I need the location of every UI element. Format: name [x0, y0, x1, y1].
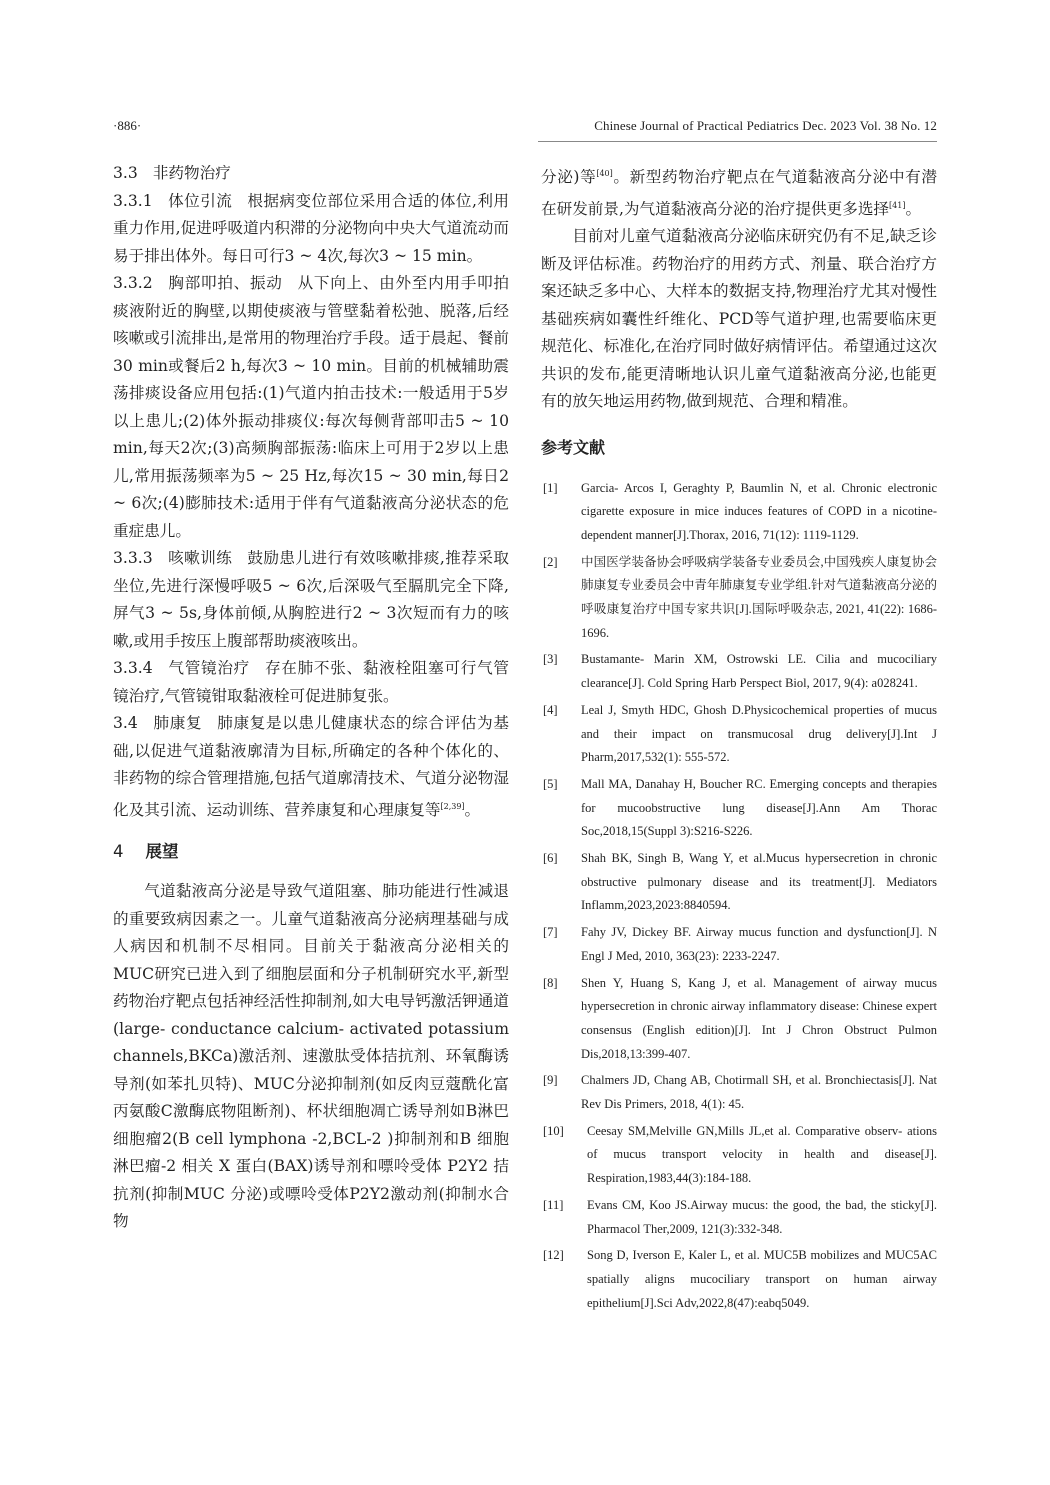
header-rule: [538, 141, 937, 142]
reference-text: Chalmers JD, Chang AB, Chotirmall SH, et al. Bronchiectasis[J]. Nat Rev Dis Primers, 2018, 4(1): 45.: [581, 1073, 937, 1112]
reference-item: [541, 699, 937, 770]
reference-text: Mall MA, Danahay H, Boucher RC. Emerging concepts and therapies for mucoobstructive lung disease[J].Ann Am Thorac Soc,2018,15(Suppl 3):S216-S226.: [581, 776, 937, 839]
conclusion-paragraph: 目前对儿童气道黏液高分泌临床研究仍有不足,缺乏诊断及评估标准。药物治疗的用药方式、剂量、联合治疗方案还缺乏多中心、大样本的数据支持,物理治疗尤其对慢性基础疾病如囊性纤维化、PCD等气道护理,也需要临床更规范化、标准化,在治疗同时做好病情评估。希望通过这次共识的发布,能更清晰地认识儿童气道黏液高分泌,也能更有的放矢地运用药物,做到规范、合理和精准。: [541, 227, 937, 410]
reference-item: [541, 477, 937, 548]
citation: [40]: [596, 169, 613, 178]
reference-number: [6]: [543, 851, 558, 866]
reference-text: Bustamante- Marin XM, Ostrowski LE. Cilia and mucociliary clearance[J]. Cold Spring Harb Perspect Biol, 2017, 9(4): a028241.: [581, 652, 937, 691]
reference-item: [541, 1120, 937, 1191]
reference-item: [541, 1194, 937, 1241]
reference-text: Evans CM, Koo JS.Airway mucus: the good, the bad, the sticky[J]. Pharmacol Ther,2009, 121(3):332-348.: [587, 1197, 937, 1236]
reference-number: [1]: [543, 480, 558, 495]
reference-text: Shen Y, Huang S, Kang J, et al. Management of airway mucus hypersecretion in chronic airway inflammatory disease: Chinese expert consensus (English edition)[J]. Int J Chron Obstruct Pulmon Dis,2018,13:399-407.: [581, 975, 937, 1061]
page-number: ·886·: [113, 118, 142, 133]
reference-number: [4]: [543, 702, 558, 717]
reference-number: [9]: [543, 1073, 558, 1088]
reference-text: Garcia- Arcos I, Geraghty P, Baumlin N, et al. Chronic electronic cigarette exposure in mice induces features of COPD in a nicotine- dependent manner[J].Thorax, 2016, 71(12): 1119-1129.: [581, 480, 937, 542]
reference-number: [2]: [543, 554, 558, 569]
citation: [2,39]: [440, 801, 465, 811]
section-3-3-heading: 3.3 非药物治疗: [113, 164, 231, 182]
section-3-3-4: 3.3.4 气管镜治疗 存在肺不张、黏液栓阻塞可行气管镜治疗,气管镜钳取黏液栓可促进肺复张。: [113, 659, 509, 705]
reference-number: [5]: [543, 776, 558, 791]
reference-item: [541, 1069, 937, 1116]
reference-item: [541, 773, 937, 844]
reference-number: [3]: [543, 652, 558, 667]
reference-item: [541, 972, 937, 1067]
reference-item: [541, 847, 937, 918]
reference-item: [541, 551, 937, 646]
section-3-3-3: 3.3.3 咳嗽训练 鼓励患儿进行有效咳嗽排痰,推荐采取坐位,先进行深慢呼吸5 ~ 6次,后深吸气至膈肌完全下降,屏气3 ~ 5s,身体前倾,从胸腔进行2 ~ 3次短而有力的咳嗽,或用手按压上腹部帮助痰液咳出。: [113, 549, 509, 650]
reference-text: Ceesay SM,Melville GN,Mills JL,et al. Comparative observ- ations of mucus transport velocity in health and disease[J]. Respiration,1983,44(3):184-188.: [587, 1123, 937, 1186]
reference-number: [10]: [543, 1123, 564, 1138]
reference-text: Song D, Iverson E, Kaler L, et al. MUC5B mobilizes and MUC5AC spatially aligns mucociliary transport on human airway epithelium[J].Sci Adv,2022,8(47):eabq5049.: [587, 1248, 937, 1310]
reference-item: [541, 648, 937, 695]
reference-list: [541, 477, 937, 1316]
section-4-heading: 4 展望: [113, 842, 179, 861]
section-3-3-2: 3.3.2 胸部叩拍、振动 从下向上、由外至内用手叩拍痰液附近的胸壁,以期使痰液与管壁黏着松弛、脱落,后经咳嗽或引流排出,是常用的物理治疗手段。适于晨起、餐前30 min或餐后2 h,每次3 ~ 10 min。目前的机械辅助震荡排痰设备应用包括:(1)气道内拍击技术:一般适用于5岁以上患儿;(2)体外振动排痰仪:每次每侧背部叩击5 ~ 10 min,每天2次;(3)高频胸部振荡:临床上可用于2岁以上患儿,常用振荡频率为5 ~ 25 Hz,每次15 ~ 30 min,每日2 ~ 6次;(4)膨肺技术:适用于伴有气道黏液高分泌状态的危重症患儿。: [113, 274, 509, 540]
section-3-3-1: 3.3.1 体位引流 根据病变位部位采用合适的体位,利用重力作用,促进呼吸道内积滞的分泌物向中央大气道流动而易于排出体外。每日可行3 ~ 4次,每次3 ~ 15 min。: [113, 191, 509, 265]
reference-number: [8]: [543, 975, 558, 990]
references-heading: 参考文献: [541, 437, 606, 457]
left-column: [113, 160, 509, 1236]
outlook-continued: 分泌)等[40]。新型药物治疗靶点在气道黏液高分泌中有潜在研发前景,为气道黏液高分泌的治疗提供更多选择[41]。: [541, 168, 937, 218]
right-column: [541, 160, 937, 1318]
reference-item: [541, 1244, 937, 1315]
reference-number: [7]: [543, 925, 558, 940]
outlook-paragraph: 气道黏液高分泌是导致气道阻塞、肺功能进行性减退的重要致病因素之一。儿童气道黏液高分泌病理基础与成人病因和机制不尽相同。目前关于黏液高分泌相关的MUC研究已进入到了细胞层面和分子机制研究水平,新型药物治疗靶点包括神经活性抑制剂,如大电导钙激活钾通道(large- conductance calcium- activated potassium channels,BKCa)激活剂、速激肽受体拮抗剂、环氧酶诱导剂(如苯扎贝特)、MUC分泌抑制剂(如反肉豆蔻酰化富丙氨酸C激酶底物阻断剂)、杯状细胞凋亡诱导剂如B淋巴细胞瘤2(B cell lymphona -2,BCL-2 )抑制剂和B 细胞淋巴瘤-2 相关 X 蛋白(BAX)诱导剂和嘌呤受体 P2Y2 拮抗剂(抑制MUC 分泌)或嘌呤受体P2Y2激动剂(抑制水合物: [113, 882, 509, 1230]
reference-number: [11]: [543, 1197, 564, 1212]
reference-number: [12]: [543, 1248, 564, 1263]
reference-text: Leal J, Smyth HDC, Ghosh D.Physicochemical properties of mucus and their impact on transmucosal drug delivery[J].Int J Pharm,2017,532(1): 555-572.: [581, 702, 937, 765]
reference-item: [541, 921, 937, 968]
section-3-4: 3.4 肺康复 肺康复是以患儿健康状态的综合评估为基础,以促进气道黏液廓清为目标,所确定的各种个体化的、非药物的综合管理措施,包括气道廓清技术、气道分泌物湿化及其引流、运动训练、营养康复和心理康复等[2,39]。: [113, 714, 509, 819]
citation: [41]: [889, 200, 906, 210]
reference-text: 中国医学装备协会呼吸病学装备专业委员会,中国残疾人康复协会肺康复专业委员会中青年肺康复专业学组.针对气道黏液高分泌的呼吸康复治疗中国专家共识[J].国际呼吸杂志, 2021, 41(22): 1686-1696.: [581, 554, 937, 640]
journal-header: Chinese Journal of Practical Pediatrics Dec. 2023 Vol. 38 No. 12: [594, 118, 937, 133]
reference-text: Fahy JV, Dickey BF. Airway mucus function and dysfunction[J]. N Engl J Med, 2010, 363(23): 2233-2247.: [581, 925, 937, 963]
reference-text: Shah BK, Singh B, Wang Y, et al.Mucus hypersecretion in chronic obstructive pulmonary disease and its treatment[J]. Mediators Inflamm,2023,2023:8840594.: [581, 851, 937, 913]
